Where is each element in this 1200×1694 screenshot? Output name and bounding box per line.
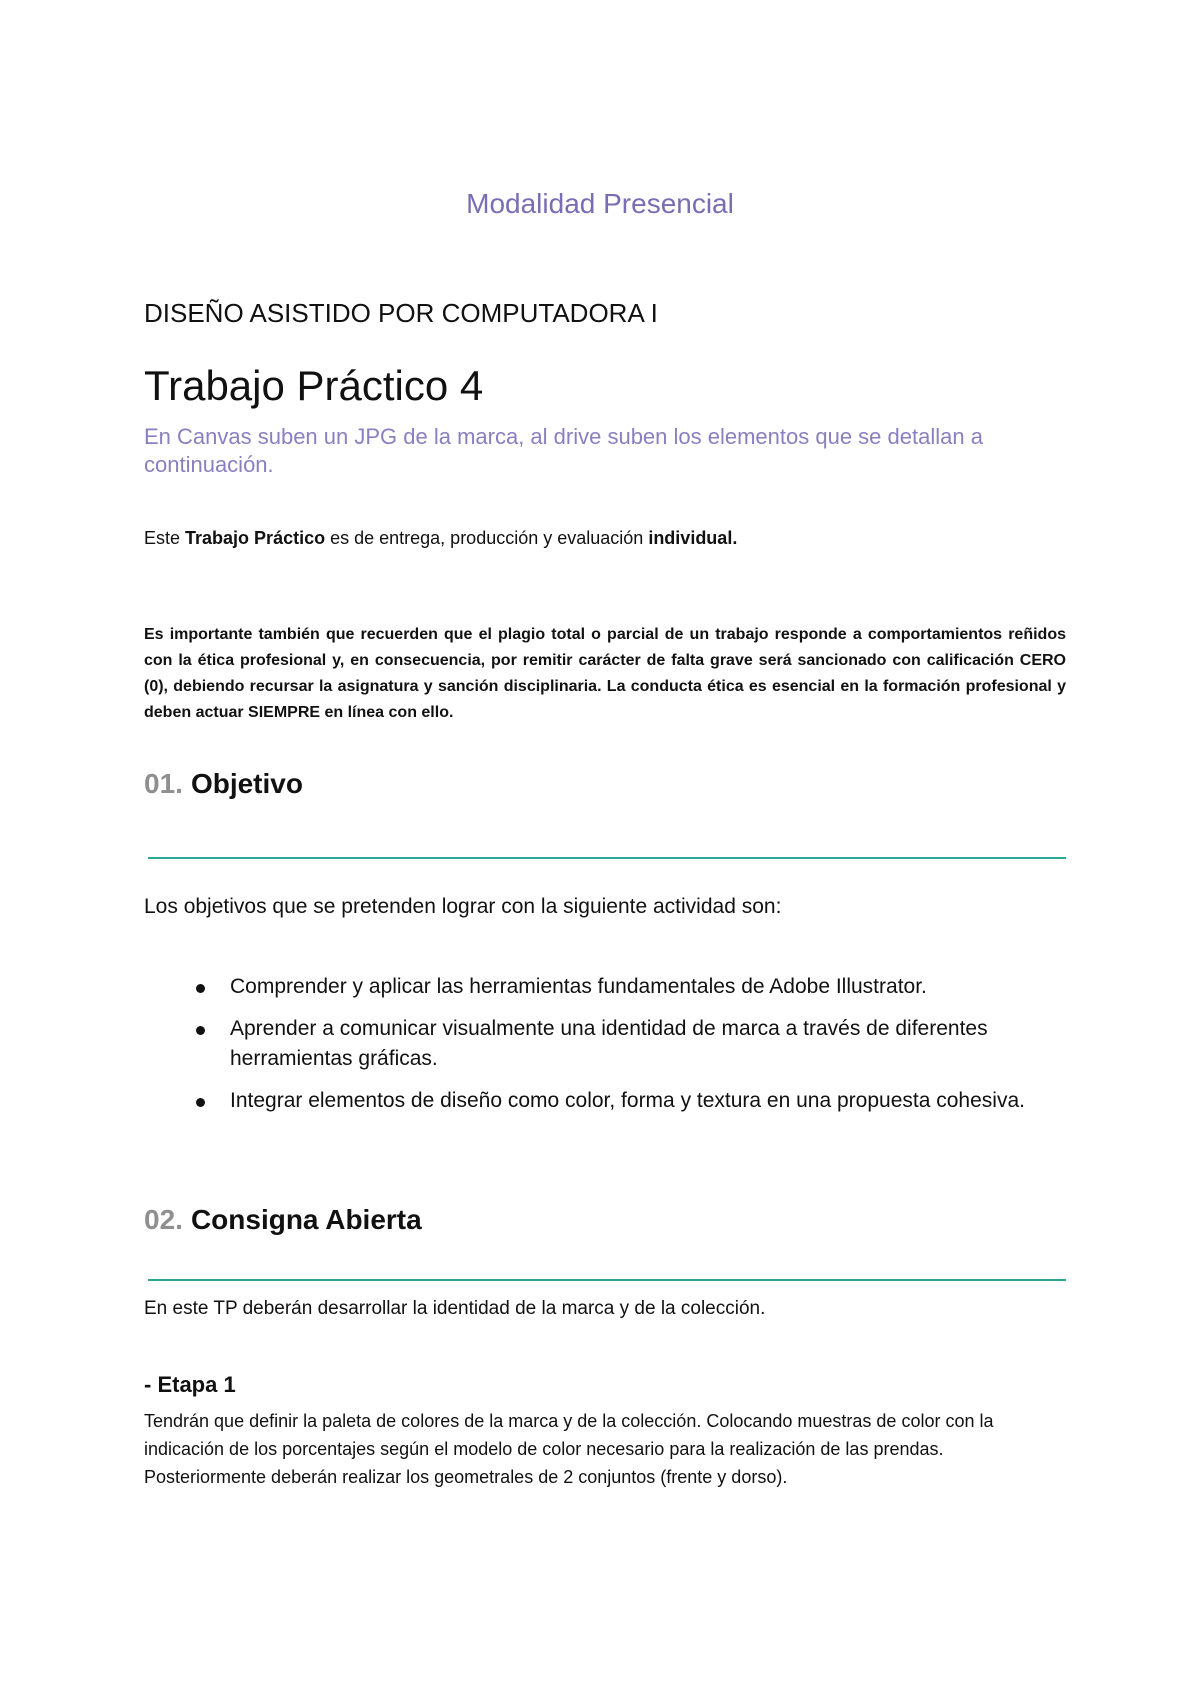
entrega-bold-tp: Trabajo Práctico bbox=[185, 528, 326, 548]
list-item bbox=[196, 972, 1056, 1002]
page-title: Trabajo Práctico 4 bbox=[144, 362, 484, 409]
list-item-text: Aprender a comunicar visualmente una identidad de marca a través de diferentes herramientas gráficas. bbox=[230, 1017, 988, 1070]
etapa-1-body bbox=[144, 1407, 1066, 1491]
entrega-bold-individual: individual. bbox=[648, 528, 738, 548]
etapa-paragraph: Posteriormente deberán realizar los geometrales de 2 conjuntos (frente y dorso). bbox=[144, 1467, 788, 1487]
list-item bbox=[196, 1086, 1056, 1116]
section-divider bbox=[148, 1279, 1066, 1281]
section-number: 01. bbox=[144, 768, 183, 799]
section-consigna-heading bbox=[144, 1204, 422, 1236]
section-divider bbox=[148, 857, 1066, 859]
objectives-list bbox=[196, 972, 1056, 1128]
etapa-paragraph: Tendrán que definir la paleta de colores de la marca y de la colección. Colocando muestras de color con la indicación de los porcentajes según el modelo de color necesario para la realización de las prendas. bbox=[144, 1411, 994, 1459]
section-title: Consigna Abierta bbox=[190, 1204, 422, 1235]
etapa-1-heading: - Etapa 1 bbox=[144, 1372, 236, 1397]
list-item-text: Integrar elementos de diseño como color, forma y textura en una propuesta cohesiva. bbox=[230, 1089, 1025, 1112]
delivery-instructions: En Canvas suben un JPG de la marca, al drive suben los elementos que se detallan a continuación. bbox=[144, 424, 983, 477]
section-objetivo-heading bbox=[144, 768, 303, 800]
modalidad-heading: Modalidad Presencial bbox=[466, 188, 734, 219]
entrega-middle: es de entrega, producción y evaluación bbox=[325, 528, 649, 548]
bullet-icon bbox=[196, 1098, 205, 1107]
course-name: DISEÑO ASISTIDO POR COMPUTADORA I bbox=[144, 298, 658, 328]
section-title: Objetivo bbox=[190, 768, 303, 799]
list-item bbox=[196, 1014, 1056, 1074]
list-item-text: Comprender y aplicar las herramientas fundamentales de Adobe Illustrator. bbox=[230, 975, 927, 998]
consigna-text: En este TP deberán desarrollar la identidad de la marca y de la colección. bbox=[144, 1298, 766, 1319]
plagiarism-notice: Es importante también que recuerden que el plagio total o parcial de un trabajo responde a comportamientos reñidos con la ética profesional y, en consecuencia, por remitir carácter de falta grave será sancionado con calificación CERO (0), debiendo recursar la asignatura y sanción disciplinaria. La conducta ética es esencial en la formación profesional y deben actuar SIEMPRE en línea con ello. bbox=[144, 626, 1066, 721]
entrega-prefix: Este bbox=[144, 528, 186, 548]
delivery-mode-statement bbox=[144, 528, 737, 549]
bullet-icon bbox=[196, 984, 205, 993]
section-number: 02. bbox=[144, 1204, 183, 1235]
bullet-icon bbox=[196, 1026, 205, 1035]
objectives-intro: Los objetivos que se pretenden lograr con la siguiente actividad son: bbox=[144, 895, 782, 918]
